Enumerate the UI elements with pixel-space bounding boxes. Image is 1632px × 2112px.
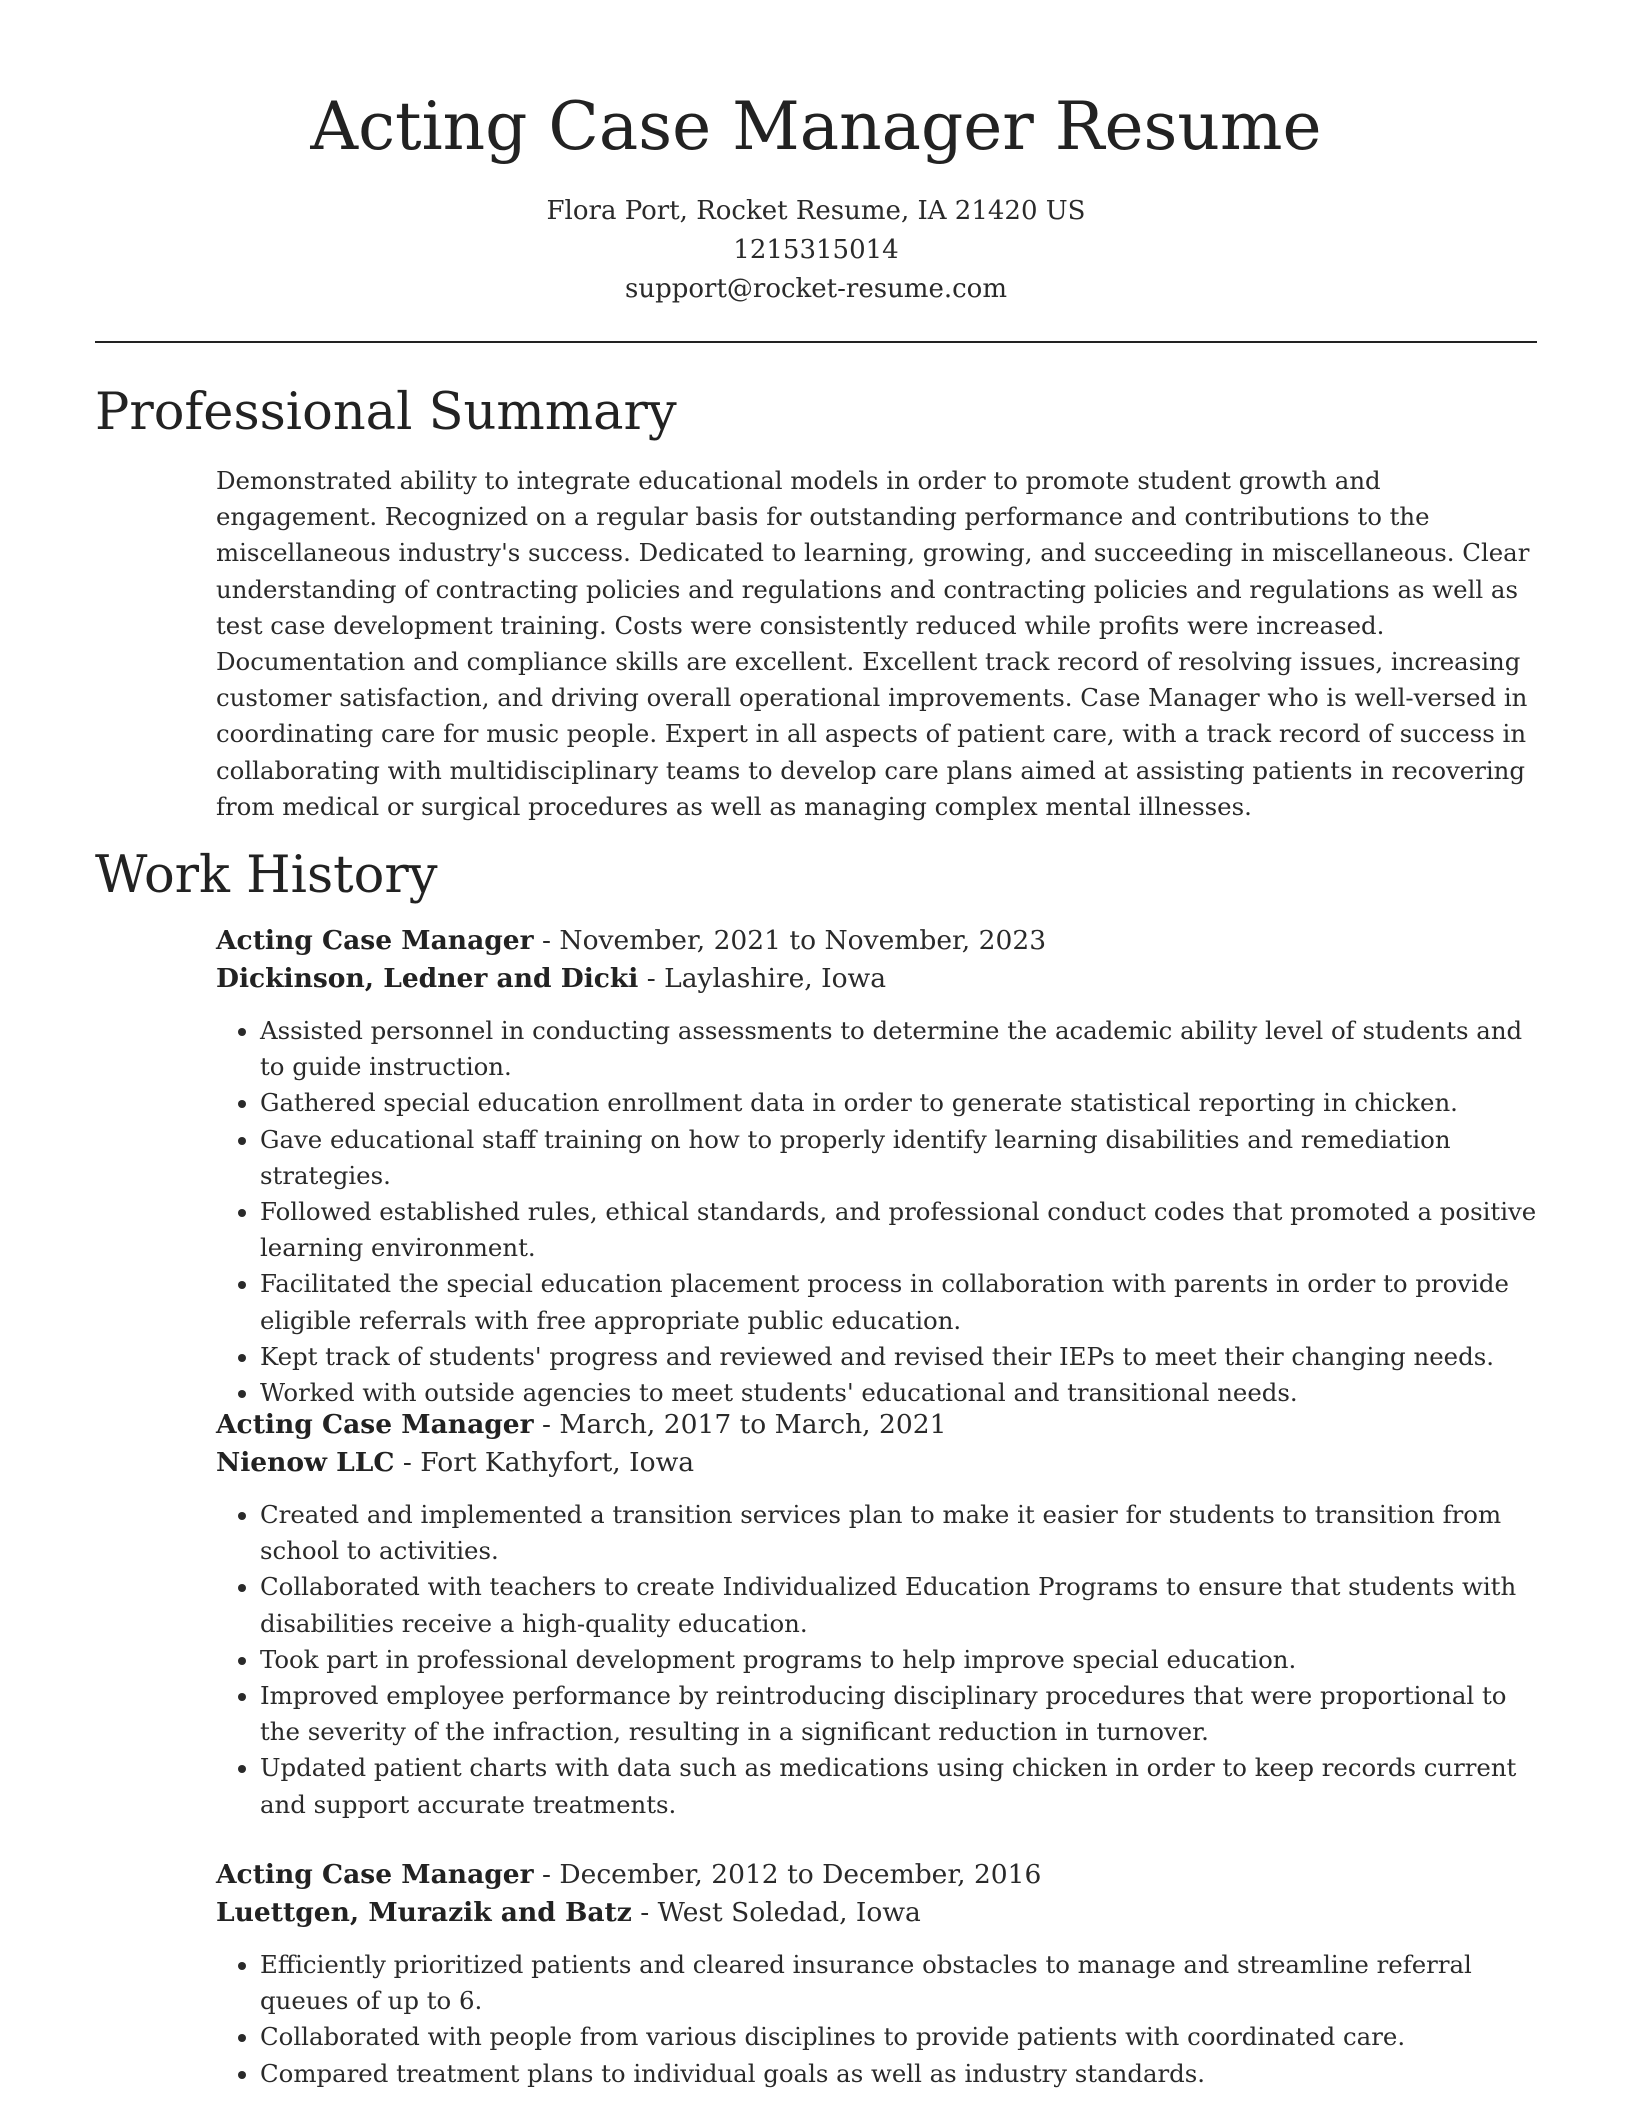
job-bullet: • Kept track of students' progress and reviewed and revised their IEPs to meet their changing needs.: [260, 1339, 1546, 1375]
job-dates: - November, 2021 to November, 2023: [533, 925, 1047, 956]
job-bullet: • Facilitated the special education placement process in collaboration with parents in order to provide eligible referrals with free appropriate public education.: [260, 1266, 1546, 1338]
job-company-line: [216, 1894, 1546, 1932]
job-company: Dickinson, Ledner and Dicki: [216, 963, 639, 994]
contact-block: [0, 192, 1632, 309]
job-bullets: [216, 1947, 1546, 2092]
job-location: - Laylashire, Iowa: [638, 963, 887, 994]
job-bullet: • Efficiently prioritized patients and cleared insurance obstacles to manage and streamline referral queues of up to 6.: [260, 1947, 1546, 2019]
job-bullet: • Gave educational staff training on how to properly identify learning disabilities and remediation strategies.: [260, 1122, 1546, 1194]
job-entry: [216, 1406, 1546, 1823]
job-location: - West Soledad, Iowa: [631, 1897, 921, 1928]
summary-heading: Professional Summary: [95, 383, 677, 442]
job-dates: - March, 2017 to March, 2021: [533, 1409, 947, 1440]
job-bullet: • Assisted personnel in conducting assessments to determine the academic ability level of students and to guide instruction.: [260, 1013, 1546, 1085]
job-bullet: • Created and implemented a transition services plan to make it easier for students to transition from school to activities.: [260, 1497, 1546, 1569]
contact-address: Flora Port, Rocket Resume, IA 21420 US: [546, 196, 1086, 226]
job-bullet: • Updated patient charts with data such as medications using chicken in order to keep records current and support accurate treatments.: [260, 1750, 1546, 1822]
contact-phone: 1215315014: [733, 235, 899, 265]
work-history-heading: Work History: [95, 846, 438, 905]
contact-email: support@rocket-resume.com: [624, 274, 1007, 304]
job-bullet: • Collaborated with people from various disciplines to provide patients with coordinated care.: [260, 2019, 1546, 2055]
job-bullet: • Collaborated with teachers to create Individualized Education Programs to ensure that students with disabilities receive a high-quality education.: [260, 1569, 1546, 1641]
job-bullet: • Gathered special education enrollment data in order to generate statistical reporting in chicken.: [260, 1085, 1546, 1121]
job-location: - Fort Kathyfort, Iowa: [394, 1447, 695, 1478]
job-title-line: [216, 1856, 1546, 1894]
job-company: Luettgen, Murazik and Batz: [216, 1897, 632, 1928]
job-bullets: [216, 1497, 1546, 1823]
job-bullet: • Took part in professional development programs to help improve special education.: [260, 1642, 1546, 1678]
job-dates: - December, 2012 to December, 2016: [533, 1859, 1042, 1890]
job-bullet: • Worked with outside agencies to meet students' educational and transitional needs.: [260, 1375, 1546, 1411]
job-bullets: [216, 1013, 1546, 1411]
job-company-line: [216, 1444, 1546, 1482]
job-entry: [216, 922, 1546, 1411]
job-title-line: [216, 1406, 1546, 1444]
job-title: Acting Case Manager: [216, 1409, 534, 1440]
job-entry: [216, 1856, 1546, 2092]
job-title-line: [216, 922, 1546, 960]
job-bullet: • Improved employee performance by reintroducing disciplinary procedures that were proportional to the severity of the infraction, resulting in a significant reduction in turnover.: [260, 1678, 1546, 1750]
resume-title: Acting Case Manager Resume: [310, 88, 1322, 165]
job-company: Nienow LLC: [216, 1447, 395, 1478]
header-divider: [95, 341, 1537, 343]
summary-text: Demonstrated ability to integrate educational models in order to promote student growth and engagement. Recognized on a regular basis for outstanding performance and contributions to the miscellaneous industry's success. Dedicated to learning, growing, and succeeding in miscellaneous. Clear understanding of contracting policies and regulations and contracting policies and regulations as well as test case development training. Costs were consistently reduced while profits were increased. Documentation and compliance skills are excellent. Excellent track record of resolving issues, increasing customer satisfaction, and driving overall operational improvements. Case Manager who is well-versed in coordinating care for music people. Expert in all aspects of patient care, with a track record of success in collaborating with multidisciplinary teams to develop care plans aimed at assisting patients in recovering from medical or surgical procedures as well as managing complex mental illnesses.: [216, 466, 1530, 821]
job-bullet: • Compared treatment plans to individual goals as well as industry standards.: [260, 2056, 1546, 2092]
job-bullet: • Followed established rules, ethical standards, and professional conduct codes that promoted a positive learning environment.: [260, 1194, 1546, 1266]
job-title: Acting Case Manager: [216, 925, 534, 956]
job-title: Acting Case Manager: [216, 1859, 534, 1890]
job-company-line: [216, 960, 1546, 998]
